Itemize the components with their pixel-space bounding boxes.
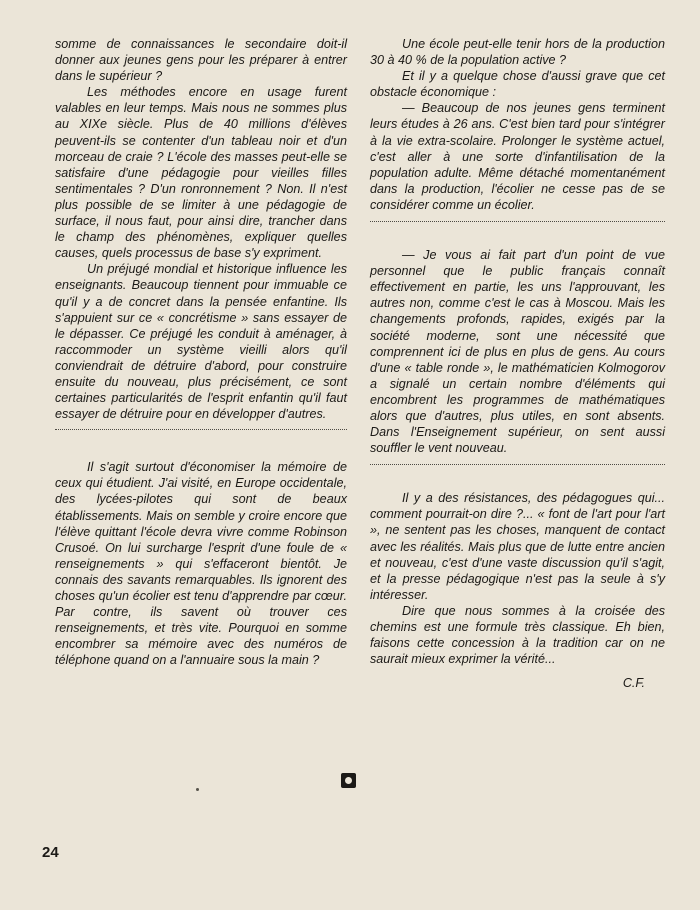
print-speck xyxy=(196,788,199,791)
page-number: 24 xyxy=(42,844,59,861)
right-paragraph-5: Il y a des résistances, des pédagogues qui... comment pourrait-on dire ?... « font de l'art pour l'art », ne sentent pas les choses, manquent de contact avec les réalités. Mais plus que de lutte entre ancien et nouveau, c'est d'une vaste discussion qu'il s'agit, et la presse pédagogique n'est pas la seule à s'y intéresser. xyxy=(370,491,665,602)
right-paragraph-1: Une école peut-elle tenir hors de la production 30 à 40 % de la population active ? xyxy=(370,37,665,68)
right-paragraph-2: Et il y a quelque chose d'aussi grave que cet obstacle économique : xyxy=(370,69,665,100)
left-paragraph-2: Les méthodes encore en usage furent valables en leur temps. Mais nous ne sommes plus au XIXe siècle. Plus de 40 millions d'élèves peuvent-ils se contenter d'un tableau noir et d'un morceau de craie ? L'école des masses peut-elle se satisfaire d'une pédagogie pour vieilles filles sentimentales ? D'un ronronnement ? Non. Il n'est plus possible de se limiter à une pédagogie de surface, il nous faut, pour ainsi dire, trancher dans le champ des phénomènes, expliquer quelles causes, quels processus de base s'y expriment. xyxy=(55,85,347,261)
left-column xyxy=(55,36,347,668)
author-signature: C.F. xyxy=(622,676,645,691)
section-divider-left xyxy=(55,429,347,430)
left-paragraph-4: Il s'agit surtout d'économiser la mémoire de ceux qui étudient. J'ai visité, en Europe occidentale, des lycées-pilotes qui sont de beaux établissements. Mais on semble y croire encore que l'élève quittant l'école devra vivre comme Robinson Crusoé. On lui surcharge l'esprit d'une foule de « renseignements » qui s'effaceront bientôt. Je connais des savants remarquables. Ils ignorent des choses qu'un écolier est tenu d'apprendre par cœur. Par contre, ils savent où trouver ces renseignements, et très vite. Pourquoi en somme encombrer sa mémoire avec des numéros de téléphone quand on a l'annuaire sous la main ? xyxy=(55,460,347,668)
end-of-article-icon xyxy=(341,773,356,788)
right-paragraph-3: — Beaucoup de nos jeunes gens terminent leurs études à 26 ans. C'est bien tard pour s'intégrer à la vie extra-scolaire. Prolonger le système actuel, c'est aller à une sorte d'infantilisation de la population adulte. Même détaché momentanément dans la production, l'écolier ne cesse pas de se considérer comme un écolier. xyxy=(370,101,665,212)
section-divider-right-1 xyxy=(370,221,665,222)
right-column xyxy=(370,36,665,691)
right-paragraph-4: — Je vous ai fait part d'un point de vue personnel que le public français connaît effectivement en partie, les uns l'approuvant, les autres non, comme c'est le cas à Moscou. Mais les changements profonds, rapides, exigés par la société moderne, sont une nécessité que comprennent ici de plus en plus de gens. Au cours d'une « table ronde », le mathématicien Kolmogorov a signalé un certain nombre d'éléments qui encombrent les programmes de mathématiques alors que d'autres, plus utiles, en sont absents. Dans l'Enseignement supérieur, on sent aussi souffler le vent nouveau. xyxy=(370,248,665,456)
left-paragraph-3: Un préjugé mondial et historique influence les enseignants. Beaucoup tiennent pour immuable ce qu'il y a de concret dans la pensée enfantine. Ils s'appuient sur ce « concrétisme » sans essayer de le dépasser. Ce préjugé les conduit à aménager, à raccommoder un système vieilli alors qu'il conviendrait de détruire d'abord, pour construire ensuite du nouveau, plus précisément, ce sont certaines particularités de l'esprit enfantin qu'il faut essayer de détruire pour en développer d'autres. xyxy=(55,262,347,422)
section-divider-right-2 xyxy=(370,464,665,465)
right-paragraph-6: Dire que nous sommes à la croisée des chemins est une formule très classique. Eh bien, faisons cette concession à la tradition car on ne saurait mieux exprimer la vérité... xyxy=(370,603,665,667)
left-paragraph-1: somme de connaissances le secondaire doit-il donner aux jeunes gens pour les préparer à entrer dans le supérieur ? xyxy=(55,37,347,84)
